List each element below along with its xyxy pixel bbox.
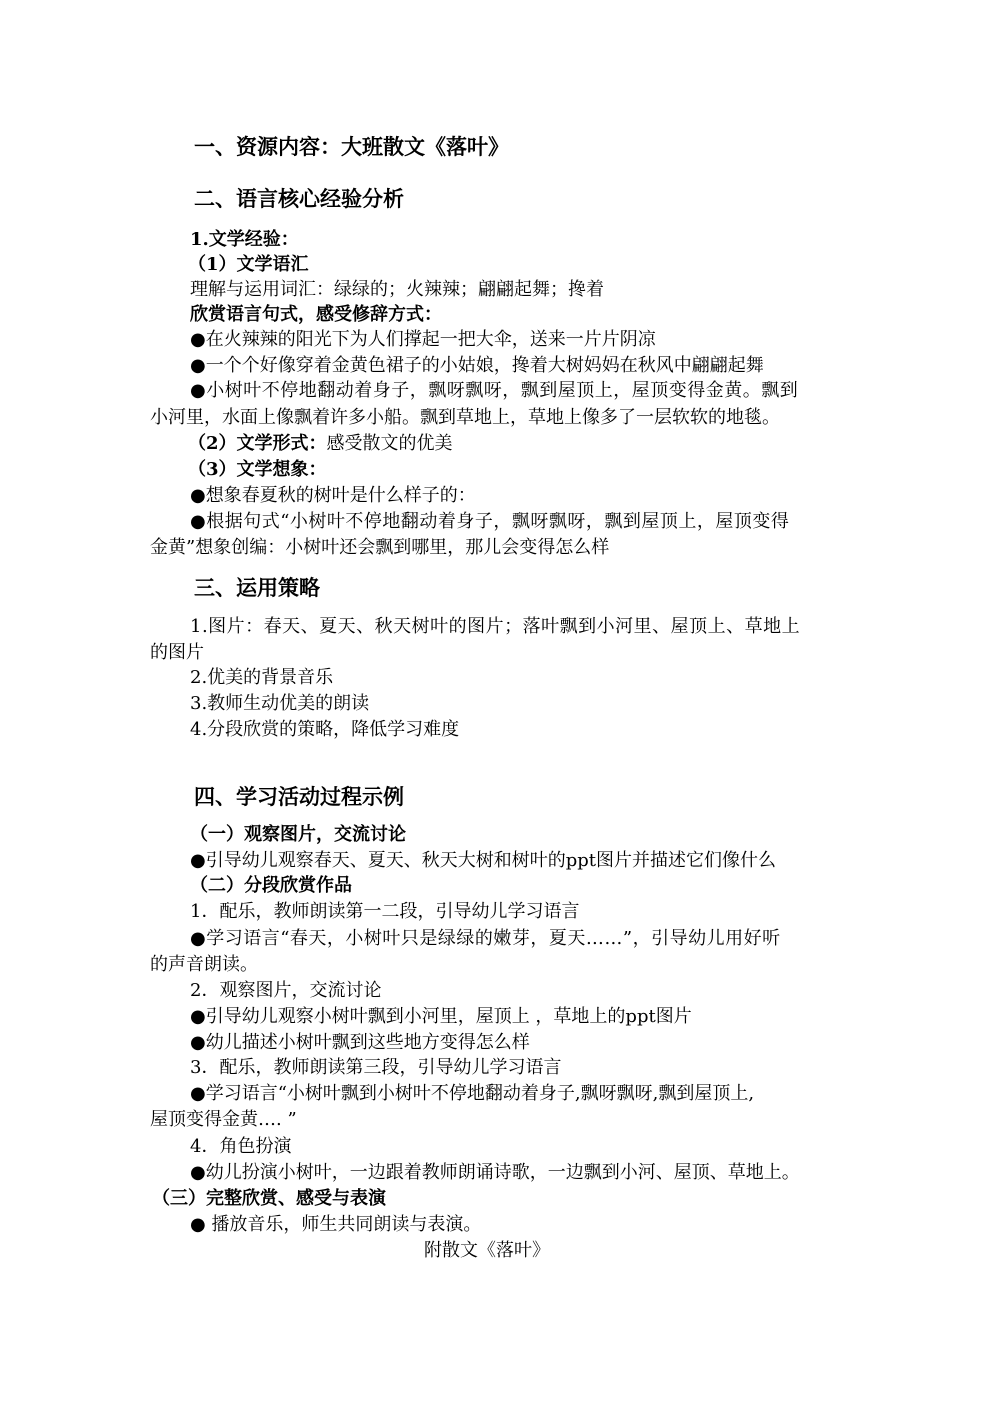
literary-vocabulary-heading: （1）文学语汇 [188, 254, 309, 275]
literary-experience-heading: 1.文学经验： [190, 229, 299, 250]
strategy-item-3: 3.教师生动优美的朗读 [190, 693, 370, 714]
strategy-item-4: 4.分段欣赏的策略，降低学习难度 [190, 719, 460, 740]
bullet-imagine-seasons: ●想象春夏秋的树叶是什么样子的： [190, 485, 476, 506]
bullet-sun-umbrella: ●在火辣辣的阳光下为人们撑起一把大伞，送来一片片阴凉 [190, 329, 656, 350]
step-1-bullet: ●引导幼儿观察春天、夏天、秋天大树和树叶的ppt图片并描述它们像什么 [190, 850, 776, 871]
strategy-item-2: 2.优美的背景音乐 [190, 667, 334, 688]
bullet-leaf-flutter-line1: ●小树叶不停地翻动着身子，飘呀飘呀，飘到屋顶上，屋顶变得金黄。飘到 [190, 380, 799, 401]
literary-imagination-heading: （3）文学想象： [188, 459, 327, 480]
literary-form-text: 感受散文的优美 [326, 433, 453, 454]
step-3-bullet: ● 播放音乐，师生共同朗读与表演。 [190, 1214, 482, 1235]
section-1-title: 一、资源内容：大班散文《落叶》 [194, 134, 509, 159]
literary-form-label: （2）文学形式： [188, 433, 327, 454]
step-1-heading: （一）观察图片，交流讨论 [190, 824, 406, 845]
vocabulary-text: 理解与运用词汇：绿绿的；火辣辣；翩翩起舞；搀着 [190, 279, 604, 300]
step-2-item-2: 2．观察图片，交流讨论 [190, 980, 382, 1001]
step-2-item-4: 4．角色扮演 [190, 1136, 292, 1157]
step-2-item-1-bullet-line2: 的声音朗读。 [150, 954, 258, 975]
step-2-item-2-bullet-1: ●引导幼儿观察小树叶飘到小河里，屋顶上 ，草地上的ppt图片 [190, 1006, 692, 1027]
step-2-item-1: 1．配乐，教师朗读第一二段，引导幼儿学习语言 [190, 901, 580, 922]
section-2-title: 二、语言核心经验分析 [194, 186, 404, 211]
appendix-title: 附散文《落叶》 [424, 1240, 550, 1261]
literary-form-line [188, 432, 453, 456]
step-3-heading: （三）完整欣赏、感受与表演 [152, 1188, 386, 1209]
section-4-title: 四、学习活动过程示例 [194, 784, 404, 809]
rhetoric-heading: 欣赏语言句式，感受修辞方式： [190, 304, 442, 325]
bullet-create-line2: 金黄”想象创编：小树叶还会飘到哪里，那儿会变得怎么样 [150, 537, 610, 558]
step-2-item-3-bullet-line2: 屋顶变得金黄…. ” [150, 1109, 297, 1130]
step-2-item-3: 3．配乐，教师朗读第三段，引导幼儿学习语言 [190, 1057, 562, 1078]
step-2-item-4-bullet: ●幼儿扮演小树叶，一边跟着教师朗诵诗歌，一边飘到小河、屋顶、草地上。 [190, 1162, 800, 1183]
step-2-item-3-bullet-line1: ●学习语言“小树叶飘到小树叶不停地翻动着身子,飘呀飘呀,飘到屋顶上, [190, 1083, 755, 1104]
step-2-item-1-bullet-line1: ●学习语言“春天，小树叶只是绿绿的嫩芽，夏天……”，引导幼儿用好听 [190, 928, 781, 949]
bullet-leaf-flutter-line2: 小河里，水面上像飘着许多小船。飘到草地上，草地上像多了一层软软的地毯。 [150, 407, 780, 428]
bullet-golden-skirt: ●一个个好像穿着金黄色裙子的小姑娘，搀着大树妈妈在秋风中翩翩起舞 [190, 355, 764, 376]
bullet-create-line1: ●根据句式“小树叶不停地翻动着身子，飘呀飘呀，飘到屋顶上，屋顶变得 [190, 511, 790, 532]
step-2-item-2-bullet-2: ●幼儿描述小树叶飘到这些地方变得怎么样 [190, 1032, 530, 1053]
section-3-title: 三、运用策略 [194, 575, 320, 600]
step-2-heading: （二）分段欣赏作品 [190, 875, 352, 896]
strategy-item-1-line2: 的图片 [150, 642, 204, 663]
strategy-item-1-line1: 1.图片：春天、夏天、秋天树叶的图片；落叶飘到小河里、屋顶上、草地上 [190, 616, 801, 637]
